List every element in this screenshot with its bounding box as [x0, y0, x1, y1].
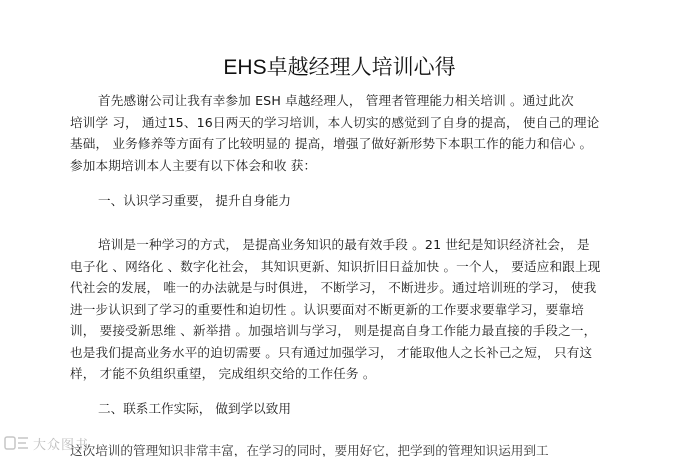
intro-line: 基础， 业务修养等方面有了比较明显的 提高，增强了做好新形势下本职工作的能力和信心 。 — [70, 136, 593, 151]
intro-paragraph — [70, 90, 638, 176]
watermark-text: 大众图书 — [33, 437, 90, 453]
section1-line: 电子化 、网络化 、数字化社会， 其知识更新、知识折旧日益加快 。一个人， 要适应和跟上现 — [70, 258, 601, 274]
intro-line: 首先感谢公司让我有幸参加 ESH 卓越经理人， 管理者管理能力相关培训 。通过此次 — [98, 93, 574, 108]
section-heading-2: 二、联系工作实际， 做到学以致用 — [98, 401, 291, 416]
document-title: EHS卓越经理人培训心得 — [223, 56, 456, 79]
intro-line: 培训学 习， 通过15、16日两天的学习培训，本人切实的感觉到了自身的提高， 使自己的理论 — [70, 114, 600, 130]
section-heading-1: 一、认识学习重要， 提升自身能力 — [98, 193, 291, 208]
section1-line: 训， 要接受新思维 、新举措 。加强培训与学习， 则是提高自身工作能力最直接的手段之一， — [70, 323, 597, 338]
truncated-text-line: 这次培训的管理知识非常丰富，在学习的同时，要用好它，把学到的管理知识运用到工 — [70, 443, 549, 457]
section1-line: 培训是一种学习的方式， 是提高业务知识的最有效手段 。21 世纪是知识经济社会， 是 — [98, 237, 590, 252]
intro-line: 参加本期培训本人主要有以下体会和收 获： — [70, 157, 317, 173]
section1-line: 进一步认识到了学习的重要性和迫切性 。认识要面对不断更新的工作要求要靠学习，要靠培 — [70, 301, 584, 317]
section1-line: 也是我们提高业务水平的迫切需要 。只有通过加强学习， 才能取他人之长补己之短， 只有这 — [70, 344, 593, 360]
watermark-logo-icon — [4, 435, 30, 451]
section1-line: 样， 才能不负组织重望， 完成组织交给的工作任务 。 — [70, 366, 376, 381]
watermark — [4, 432, 89, 454]
section1-line: 代社会的发展， 唯一的办法就是与时俱进， 不断学习， 不断进步。通过培训班的学习， 使我 — [70, 280, 597, 295]
section1-paragraph — [70, 234, 638, 385]
